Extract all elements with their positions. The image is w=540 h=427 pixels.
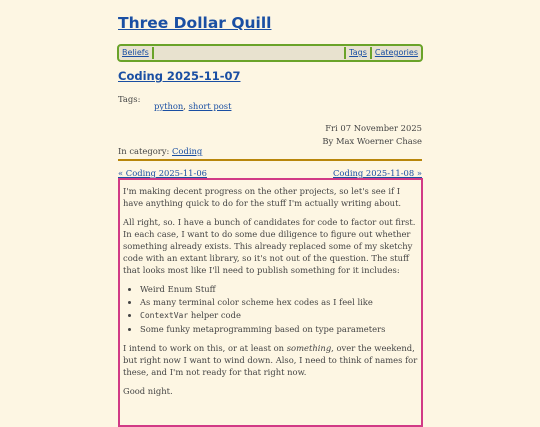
content-list — [123, 283, 419, 335]
navbar — [117, 44, 423, 62]
paragraph-text: I intend to work on this, or at least on — [123, 343, 287, 353]
content-paragraph — [123, 342, 419, 378]
nav-tags[interactable] — [344, 47, 370, 59]
content-paragraph: Good night. — [123, 386, 173, 396]
nav-categories-link[interactable]: Categories — [374, 48, 418, 57]
tags-label: Tags: — [118, 94, 141, 104]
post-date: Fri 07 November 2025 — [325, 123, 422, 133]
nav-beliefs-link[interactable]: Beliefs — [122, 48, 149, 57]
post-meta — [322, 122, 422, 148]
category-label: In category: — [118, 146, 170, 156]
list-item-text: helper code — [188, 310, 241, 320]
list-item: • As many terminal color scheme hex codes as I feel like — [140, 296, 419, 308]
prev-post-link[interactable]: « Coding 2025-11-06 — [118, 168, 207, 178]
list-item — [140, 309, 419, 322]
nav-categories[interactable] — [370, 47, 421, 59]
inline-code: ContextVar — [140, 311, 189, 320]
tags-separator: , — [183, 101, 189, 111]
post-author: By Max Woerner Chase — [322, 136, 422, 146]
divider — [118, 159, 422, 161]
post-title-link[interactable]: Coding 2025-11-07 — [118, 69, 241, 83]
emphasis-text: something, — [286, 343, 334, 353]
nav-tags-link[interactable]: Tags — [349, 48, 367, 57]
post-category — [118, 146, 202, 156]
tags-list — [154, 101, 231, 111]
tag-link-short-post[interactable]: short post — [188, 101, 232, 111]
category-link[interactable]: Coding — [172, 146, 203, 156]
nav-spacer — [154, 47, 344, 59]
site-title-link[interactable]: Three Dollar Quill — [118, 14, 272, 32]
paragraph-text: over the weekend, but right now I want to wind down. Also, I need to think of names for these, and I'm not ready for that right now. — [123, 343, 418, 377]
list-item: • Weird Enum Stuff — [140, 283, 419, 295]
nav-beliefs[interactable] — [119, 47, 154, 59]
post-content — [118, 178, 423, 427]
content-paragraph: All right, so. I have a bunch of candidates for code to factor out first. In each case, I want to do some due diligence to figure out whether something already exists. This already replaced some of my sketchy code with an extant library, so it's not out of the question. The stuff that looks most like I'll need to publish something for it includes: — [123, 217, 416, 275]
tag-link-python[interactable]: python — [154, 101, 184, 111]
content-paragraph: I'm making decent progress on the other projects, so let's see if I have anything quick to do for the stuff I'm actually writing about. — [123, 186, 402, 208]
next-post-link[interactable]: Coding 2025-11-08 » — [333, 168, 422, 178]
list-item: • Some funky metaprogramming based on type parameters — [140, 323, 419, 335]
